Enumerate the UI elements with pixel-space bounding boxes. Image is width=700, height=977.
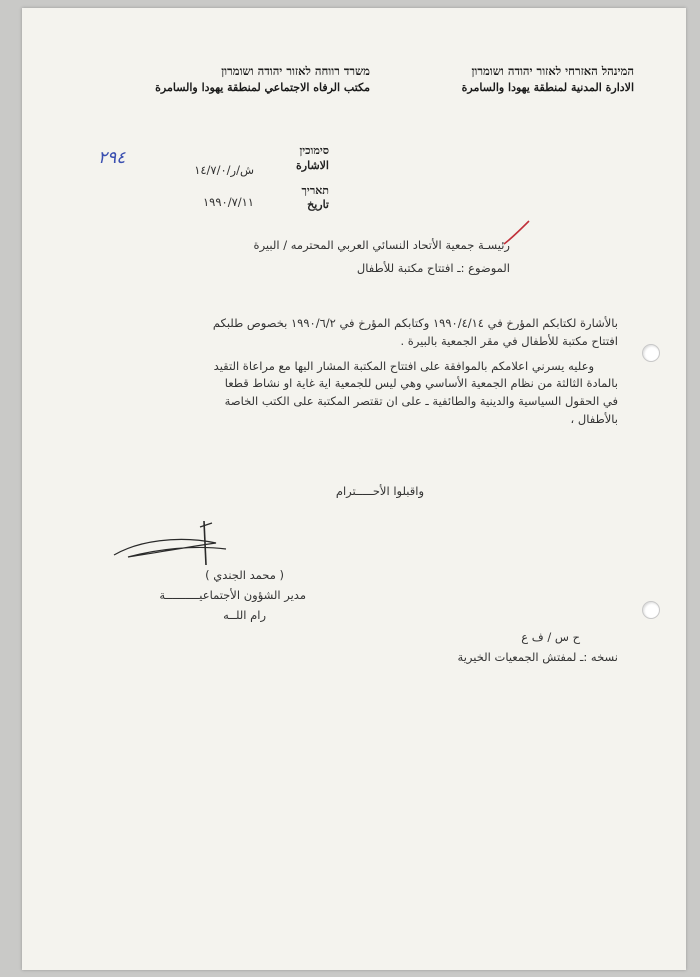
date-label-arabic: تاريخ (307, 198, 329, 211)
reference-label-arabic: الاشارة (296, 159, 329, 172)
body-line-3: وعليه يسرني اعلامكم بالموافقة على افتتاح المكتبة المشار اليها مع مراعاة التقيد (213, 359, 594, 373)
letter-page (22, 8, 686, 970)
date-value: ١٩٩٠/٧/١١ (203, 195, 254, 209)
signature-scribble-icon (108, 513, 238, 573)
signatory-title: مدير الشؤون الأجتماعيــــــــــة (159, 588, 306, 602)
subject-line: الموضوع :ـ افتتاح مكتبة للأطفال (356, 261, 510, 275)
punch-hole-top (642, 344, 660, 362)
body-line-1: بالأشارة لكتابكم المؤرخ في ١٩٩٠/٤/١٤ وكتابكم المؤرخ في ١٩٩٠/٦/٢ بخصوص طلبكم (212, 316, 618, 330)
body-line-4: بالمادة الثالثة من نظام الجمعية الأساسي وهي ليس للجمعية اية غاية او نشاط قطعا (224, 376, 618, 390)
footer-initials: ح س / ف ع (521, 630, 580, 644)
reference-label-hebrew: סימוכין (299, 144, 329, 157)
reference-value: ش/ر/١٤/٧/٠ (194, 163, 254, 177)
recipient-line: رئيسـة جمعية الأتحاد النسائي العربي المحترمه / البيرة (253, 238, 510, 252)
letterhead-right-hebrew: המינהל האזרחי לאזור יהודה ושומרון (471, 64, 634, 78)
letterhead-left-arabic: مكتب الرفاه الاجتماعي لمنطقة يهودا والسامرة (155, 81, 370, 94)
letterhead-right-arabic: الادارة المدنية لمنطقة يهودا والسامرة (461, 81, 634, 94)
reference-handwritten-number: ٢٩٤ (98, 148, 126, 168)
body-line-5: في الحقول السياسية والدينية والطائفية ـ على ان تقتصر المكتبة على الكتب الخاصة (224, 394, 618, 408)
signatory-place: رام اللــه (223, 608, 266, 622)
footer-copy-line: نسخه :ـ لمفتش الجمعيات الخيرية (457, 650, 618, 664)
signatory-name: ( محمد الجندي ) (205, 568, 284, 582)
closing-line: واقبلوا الأحـــــترام (335, 484, 424, 498)
body-line-2: افتتاح مكتبة للأطفال في مقر الجمعية بالبيرة . (400, 334, 618, 348)
date-label-hebrew: תאריך (301, 184, 329, 197)
letterhead-left-hebrew: משרד רווחה לאזור יהודה ושומרון (221, 64, 370, 78)
body-line-6: بالأطفال ، (570, 412, 618, 426)
punch-hole-bottom (642, 601, 660, 619)
